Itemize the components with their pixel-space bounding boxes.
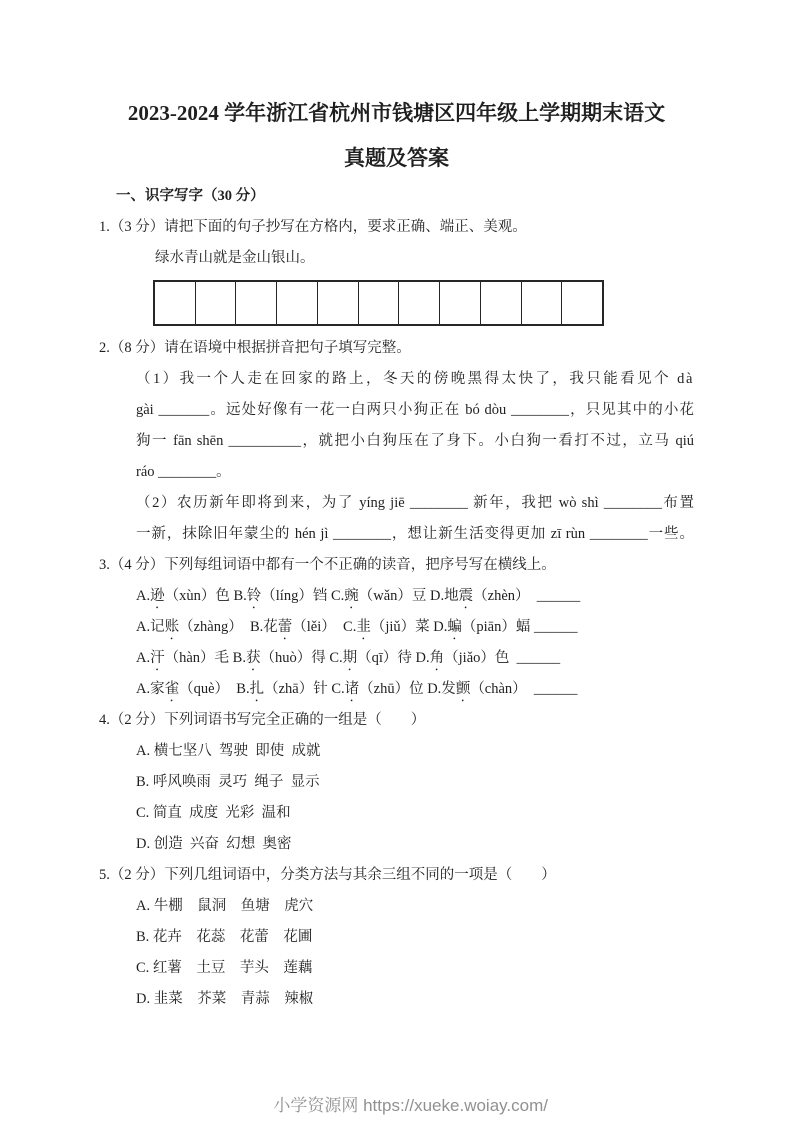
emphasized-char: 铃	[246, 588, 262, 604]
emphasized-char: 诸	[344, 681, 360, 697]
grid-cell	[521, 282, 562, 324]
q1-prompt: 1.（3 分）请把下面的句子抄写在方格内，要求正确、端正、美观。	[99, 219, 527, 235]
q4-option-c: C. 简直 成度 光彩 温和	[136, 805, 291, 821]
emphasized-char: 账	[164, 619, 180, 635]
q5-option-a: A. 牛棚 鼠洞 鱼塘 虎穴	[136, 898, 314, 914]
doc-title	[99, 91, 694, 181]
q5-option-c: C. 红薯 土豆 芋头 莲藕	[136, 960, 313, 976]
emphasized-char: 震	[458, 588, 474, 604]
grid-cell	[155, 282, 195, 324]
q4-option-b: B. 呼风唤雨 灵巧 绳子 显示	[136, 774, 320, 790]
q1-sentence: 绿水青山就是金山银山。	[155, 250, 315, 266]
q4-option-d: D. 创造 兴奋 幻想 奥密	[136, 836, 292, 852]
emphasized-char: 颤	[455, 681, 471, 697]
emphasized-char: 蕾	[277, 619, 293, 635]
emphasized-char: 扎	[249, 681, 265, 697]
q5-option-b: B. 花卉 花蕊 花蕾 花圃	[136, 929, 313, 945]
q2-part1-line4: ráo ________。	[136, 464, 231, 480]
q3-prompt: 3.（4 分）下列每组词语中都有一个不正确的读音，把序号写在横线上。	[99, 557, 556, 573]
emphasized-char: 雀	[164, 681, 180, 697]
q2-part1-line3: 狗一 fān shēn __________，就把小白狗压在了身下。小白狗一看打不过，立马 qiú	[136, 433, 694, 449]
q2-part2-line2: 一新，抹除旧年蒙尘的 hén jì ________，想让新生活变得更加 zī rùn ________一些。	[136, 526, 694, 542]
grid-cell	[195, 282, 236, 324]
doc-title-line2: 真题及答案	[344, 146, 449, 170]
q3-line1: A.逊（xùn）色 B.铃（líng）铛 C.豌（wǎn）豆 D.地震（zhèn） ______	[136, 588, 581, 604]
grid-cell	[276, 282, 317, 324]
q4-prompt: 4.（2 分）下列词语书写完全正确的一组是（ ）	[99, 712, 426, 728]
q2-prompt: 2.（8 分）请在语境中根据拼音把句子填写完整。	[99, 340, 411, 356]
emphasized-char: 逊	[150, 588, 165, 604]
question-5	[99, 860, 694, 1015]
doc-title-line1: 2023-2024 学年浙江省杭州市钱塘区四年级上学期期末语文	[127, 101, 666, 125]
grid-cell	[398, 282, 439, 324]
footer-link[interactable]: 小学资源网 https://xueke.woiay.com/	[273, 1096, 548, 1115]
q2-part2-line1: （2）农历新年即将到来，为了 yíng jiē ________ 新年，我把 wò shì ________布置	[136, 495, 694, 511]
question-3	[99, 550, 694, 705]
q4-option-a: A. 横七坚八 驾驶 即使 成就	[136, 743, 321, 759]
emphasized-char: 韭	[356, 619, 371, 635]
emphasized-char: 期	[342, 650, 358, 666]
question-4	[99, 705, 694, 860]
emphasized-char: 角	[429, 650, 445, 666]
emphasized-char: 汗	[150, 650, 165, 666]
grid-cell	[439, 282, 480, 324]
copy-grid	[153, 280, 604, 326]
page-footer	[99, 1059, 694, 1122]
q2-part1-line1: （1）我一个人走在回家的路上，冬天的傍晚黑得太快了，我只能看见个 dà	[136, 371, 694, 387]
grid-cell	[480, 282, 521, 324]
emphasized-char: 获	[245, 650, 261, 666]
page-content	[99, 0, 694, 1122]
q5-option-d: D. 韭菜 芥菜 青蒜 辣椒	[136, 991, 314, 1007]
emphasized-char: 豌	[344, 588, 359, 604]
question-1	[99, 212, 694, 326]
section-heading: 一、识字写字（30 分）	[116, 188, 265, 204]
q5-prompt: 5.（2 分）下列几组词语中，分类方法与其余三组不同的一项是（ ）	[99, 867, 556, 883]
emphasized-char: 蝙	[447, 619, 462, 635]
q2-part1-line2: gài _______。远处好像有一花一白两只小狗正在 bó dòu ________，只见其中的小花	[136, 402, 694, 418]
grid-cell	[235, 282, 276, 324]
grid-cell	[561, 282, 602, 324]
q3-line2: A.记账（zhàng） B.花蕾（lěi） C.韭（jiǔ）菜 D.蝙（piān）蝠 ______	[136, 619, 578, 635]
question-2	[99, 333, 694, 550]
q3-line3: A.汗（hàn）毛 B.获（huò）得 C.期（qī）待 D.角（jiǎo）色 ______	[136, 650, 561, 666]
q3-line4: A.家雀（què） B.扎（zhā）针 C.诸（zhū）位 D.发颤（chàn） ______	[136, 681, 578, 697]
grid-cell	[358, 282, 399, 324]
grid-cell	[317, 282, 358, 324]
